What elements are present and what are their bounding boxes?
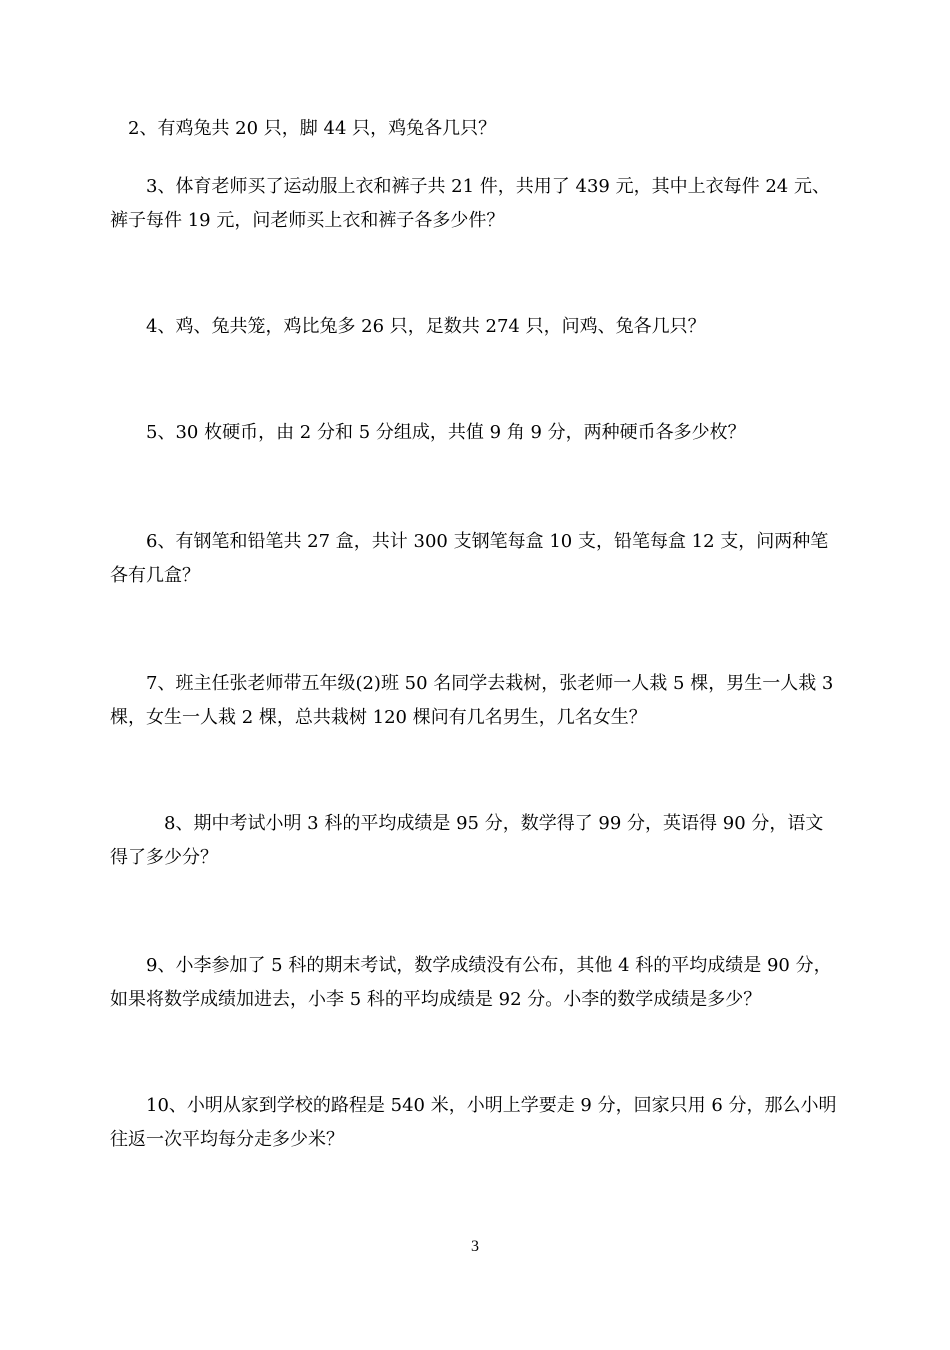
problem-10: 10、小明从家到学校的路程是 540 米，小明上学要走 9 分，回家只用 6 分，那么小明往返一次平均每分走多少米？ xyxy=(110,1095,837,1150)
problem-3: 3、体育老师买了运动服上衣和裤子共 21 件，共用了 439 元，其中上衣每件 24 元、裤子每件 19 元，问老师买上衣和裤子各多少件？ xyxy=(110,176,830,231)
problem-7: 7、班主任张老师带五年级(2)班 50 名同学去栽树，张老师一人栽 5 棵，男生一人栽 3 棵，女生一人栽 2 棵，总共栽树 120 棵问有几名男生，几名女生？ xyxy=(110,673,834,728)
problem-2: 2、有鸡兔共 20 只，脚 44 只，鸡兔各几只？ xyxy=(128,118,497,139)
problem-4: 4、鸡、兔共笼，鸡比兔多 26 只，足数共 274 只，问鸡、兔各几只？ xyxy=(146,316,706,337)
problem-5: 5、30 枚硬币，由 2 分和 5 分组成，共值 9 角 9 分，两种硬币各多少枚？ xyxy=(146,422,746,443)
page-number: 3 xyxy=(471,1238,479,1255)
problem-6: 6、有钢笔和铅笔共 27 盒，共计 300 支钢笔每盒 10 支，铅笔每盒 12 支，问两种笔各有几盒？ xyxy=(110,531,829,586)
problem-8: 8、期中考试小明 3 科的平均成绩是 95 分，数学得了 99 分，英语得 90 分，语文得了多少分？ xyxy=(110,813,824,868)
problem-9: 9、小李参加了 5 科的期末考试，数学成绩没有公布，其他 4 科的平均成绩是 90 分，如果将数学成绩加进去，小李 5 科的平均成绩是 92 分。小李的数学成绩是多少？ xyxy=(110,955,832,1010)
